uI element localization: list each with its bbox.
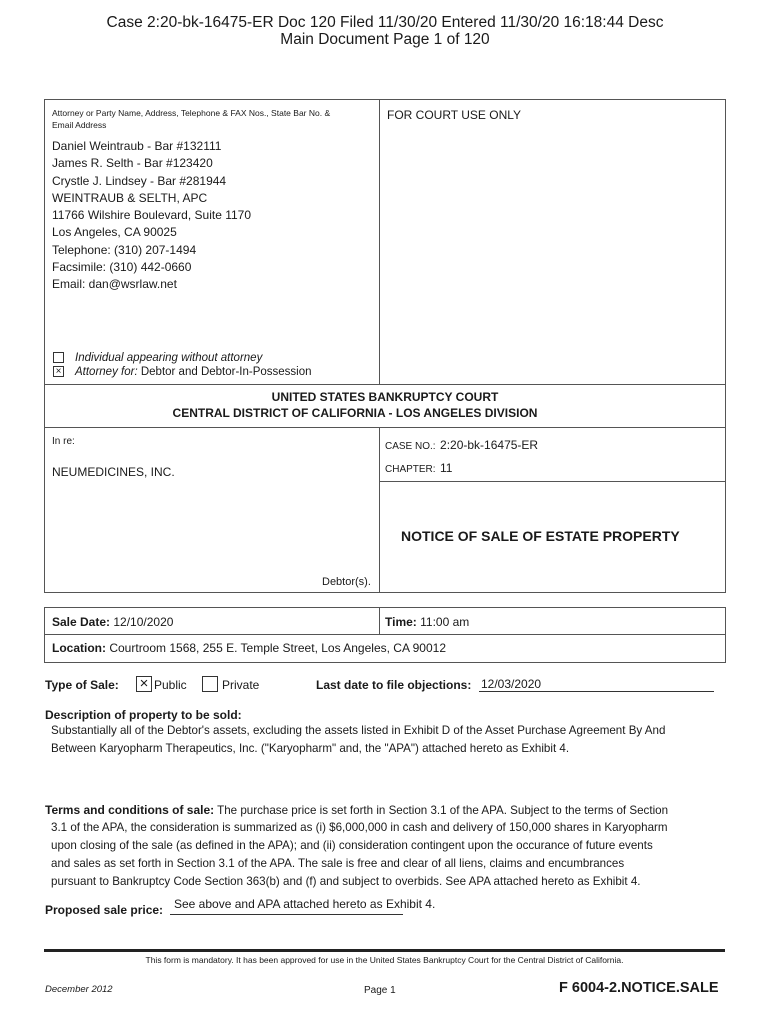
attorney-line: Facsimile: (310) 442-0660	[52, 260, 192, 275]
sale-date-row	[52, 615, 173, 629]
attorney-line: Los Angeles, CA 90025	[52, 225, 177, 240]
court-district: CENTRAL DISTRICT OF CALIFORNIA - LOS ANGELES DIVISION	[172, 406, 538, 420]
attorney-line: WEINTRAUB & SELTH, APC	[52, 190, 208, 205]
private-sale-label: Private	[222, 678, 260, 692]
location-row	[52, 641, 446, 655]
public-sale-label: Public	[154, 678, 187, 692]
footer-notice: This form is mandatory. It has been approved for use in the United States Bankruptcy Court for the Central District of California.	[145, 955, 624, 965]
proposed-price-value: See above and APA attached hereto as Exhibit 4.	[174, 897, 436, 911]
proposed-price-label: Proposed sale price:	[45, 903, 164, 917]
debtors-label: Debtor(s).	[322, 576, 371, 588]
attorney-line: Telephone: (310) 207-1494	[52, 242, 197, 257]
attorney-for-row	[75, 366, 312, 378]
chapter-label: CHAPTER:	[385, 464, 436, 475]
description-line: Between Karyopharm Therapeutics, Inc. ("Karyopharm" and, the "APA") attached hereto as Exhibit 4.	[51, 742, 570, 755]
footer-page: Page 1	[364, 985, 396, 996]
description-label: Description of property to be sold:	[45, 708, 242, 722]
checkbox-self-represented[interactable]	[53, 352, 64, 363]
notice-title: NOTICE OF SALE OF ESTATE PROPERTY	[401, 528, 680, 544]
terms-line: upon closing of the sale (as defined in the APA); and (ii) consideration contingent upon the occurance of future events	[51, 839, 653, 852]
type-of-sale-label	[45, 678, 119, 692]
footer-form-id: F 6004-2.NOTICE.SALE	[559, 980, 719, 996]
attorney-line: 11766 Wilshire Boulevard, Suite 1170	[52, 208, 252, 223]
terms-line: 3.1 of the APA, the consideration is summarized as (i) $6,000,000 in cash and delivery of 150,000 shares in Karyopharm	[51, 821, 668, 834]
checkbox-self-represented-label: Individual appearing without attorney	[75, 352, 263, 364]
terms-line: pursuant to Bankruptcy Code Section 363(b) and (f) and subject to overbids. See APA attached hereto as Exhibit 4.	[51, 875, 641, 888]
case-header-line2: Main Document Page 1 of 120	[280, 31, 490, 48]
sale-date-value: 12/10/2020	[113, 615, 174, 629]
case-header-line1: Case 2:20-bk-16475-ER Doc 120 Filed 11/30/20 Entered 11/30/20 16:18:44 Desc	[106, 14, 664, 31]
attorney-label-2: Email Address	[52, 120, 107, 130]
case-no-value: 2:20-bk-16475-ER	[440, 438, 539, 452]
sale-time-value: 11:00 am	[420, 615, 470, 629]
terms-label: Terms and conditions of sale:	[45, 803, 215, 817]
divider	[379, 427, 380, 593]
in-re-label: In re:	[52, 436, 75, 447]
attorney-label: Attorney or Party Name, Address, Telephone & FAX Nos., State Bar No. &	[52, 108, 331, 118]
sale-time-row	[385, 615, 469, 629]
sale-time-label: Time:	[385, 615, 417, 629]
public-sale-checkbox[interactable]: ×	[136, 676, 152, 692]
type-of-sale-label-text: Type of Sale:	[45, 678, 119, 692]
location-label: Location:	[52, 641, 106, 655]
divider	[379, 607, 380, 634]
divider	[380, 481, 725, 482]
chapter-value: 11	[440, 461, 453, 475]
chapter-row	[385, 459, 452, 477]
location-value: Courtroom 1568, 255 E. Temple Street, Los Angeles, CA 90012	[109, 641, 446, 655]
case-no-row	[385, 436, 538, 454]
proposed-price-underline	[170, 914, 403, 915]
objection-date: 12/03/2020	[481, 677, 542, 691]
attorney-line: Email: dan@wsrlaw.net	[52, 277, 177, 292]
objection-label: Last date to file objections:	[316, 678, 472, 692]
attorney-line: Crystle J. Lindsey - Bar #281944	[52, 173, 227, 188]
private-sale-checkbox[interactable]	[202, 676, 218, 692]
terms-first-line	[45, 801, 668, 820]
attorney-line: Daniel Weintraub - Bar #132111	[52, 139, 222, 153]
sale-date-label: Sale Date:	[52, 615, 111, 629]
footer-date: December 2012	[45, 984, 113, 995]
court-use-label: FOR COURT USE ONLY	[387, 108, 522, 122]
debtor-name: NEUMEDICINES, INC.	[52, 465, 175, 479]
attorney-line: James R. Selth - Bar #123420	[52, 156, 213, 171]
attorney-for-value: Debtor and Debtor-In-Possession	[140, 366, 312, 378]
attorney-for-label: Attorney for:	[75, 366, 138, 378]
terms-text	[51, 819, 668, 891]
objection-underline	[479, 691, 714, 692]
case-no-label: CASE NO.:	[385, 441, 436, 452]
terms-line: and sales as set forth in Section 3.1 of the APA. The sale is free and clear of all liens, claims and encumbrances	[51, 857, 625, 870]
divider	[379, 99, 380, 384]
checkbox-attorney-for[interactable]: ×	[53, 366, 64, 377]
court-name: UNITED STATES BANKRUPTCY COURT	[271, 390, 499, 404]
terms-first-text: The purchase price is set forth in Section 3.1 of the APA. Subject to the terms of Section	[217, 804, 669, 817]
description-line: Substantially all of the Debtor's assets, excluding the assets listed in Exhibit D of the Asset Purchase Agreement By And	[51, 724, 666, 737]
attorney-info	[52, 138, 251, 294]
description-text	[51, 722, 665, 758]
divider	[45, 634, 725, 635]
footer-rule	[44, 949, 725, 952]
